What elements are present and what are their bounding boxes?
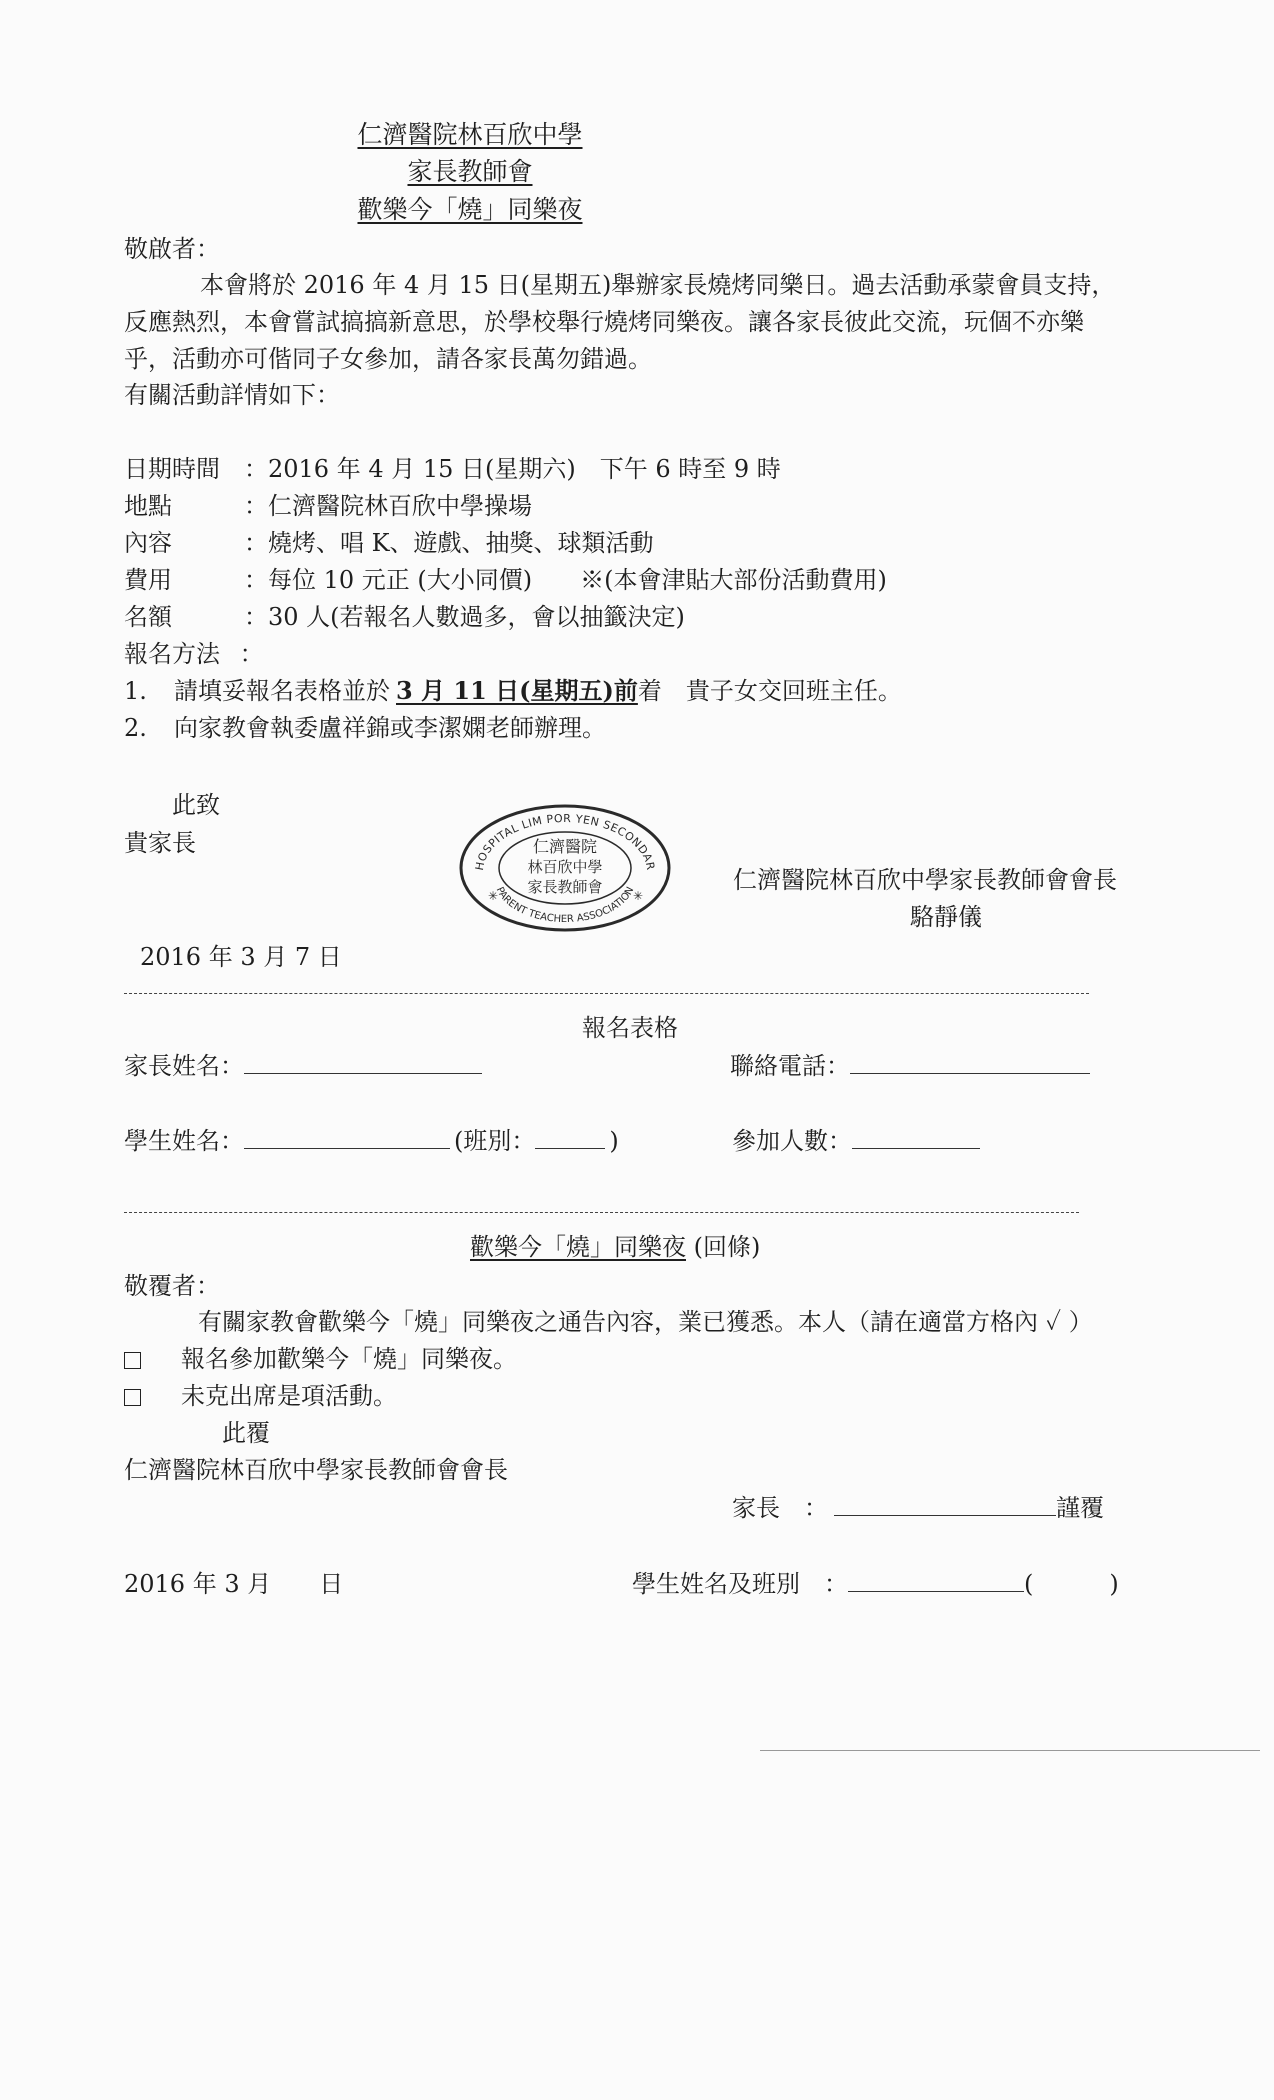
item-text: 向家教會執委盧祥錦或李潔嫻老師辦理。 [174,714,606,742]
detail-label: 內容 [124,529,172,557]
greeting: 敬啟者： [124,235,220,263]
detail-label: 日期時間 [124,455,220,483]
parent-name-field[interactable] [244,1051,482,1074]
detail-label: 名額 [124,603,172,631]
registration-item-1 [124,674,902,708]
detail-row-fee [124,563,887,597]
registration-colon: ： [239,640,264,668]
seal-zh-line-3: 家長教師會 [527,878,603,896]
reply-ci-fu: 此覆 [222,1419,270,1447]
class-field[interactable] [535,1126,605,1149]
reply-statement: 有關家教會歡樂今「燒」同樂夜之通告內容，業已獲悉。本人（請在適當方格內 ✓ ） [198,1308,1093,1336]
deadline-date: 3 月 11 日(星期五)前 [396,676,638,705]
registration-heading [124,637,264,671]
class-label: (班別： [454,1127,536,1155]
detail-row-quota [124,600,685,634]
parent-sign-row [732,1491,1104,1525]
attendees-label: 參加人數： [732,1127,852,1155]
jin-fu: 謹覆 [1056,1494,1104,1522]
detail-value: ：2016 年 4 月 15 日(星期六) 下午 6 時至 9 時 [244,455,781,483]
seal-star-icon: ✳ [633,889,644,903]
detail-value: ：燒烤、唱 K、遊戲、抽獎、球類活動 [244,529,654,557]
detail-value: ：仁濟醫院林百欣中學操場 [244,492,532,520]
student-class-name-field[interactable] [848,1569,1024,1592]
registration-label: 報名方法 [124,640,220,668]
paragraph-line-1: 本會將於 2016 年 4 月 15 日(星期五)舉辦家長燒烤同樂日。過去活動承蒙會員支持， [200,271,1116,299]
detail-row-datetime [124,452,781,486]
seal-star-icon: ✳ [488,889,499,903]
reply-option-2[interactable] [124,1379,397,1413]
attendees-field[interactable] [852,1126,980,1149]
tear-line [124,1212,1079,1213]
tear-line [124,993,1089,994]
option-checkbox[interactable] [124,1389,141,1406]
reply-title-row [470,1230,760,1264]
seal-zh-line-2: 林百欣中學 [527,858,603,876]
reply-date: 2016 年 3 月 日 [124,1570,344,1598]
student-name-field[interactable] [244,1126,450,1149]
scan-edge-line [760,1750,1260,1751]
student-name-row [124,1124,619,1158]
closing-recipient: 貴家長 [124,829,196,857]
school-title: 仁濟醫院林百欣中學 [357,120,583,149]
phone-field[interactable] [850,1051,1090,1074]
item-number: 2. [124,714,147,742]
option-label: 報名參加歡樂今「燒」同樂夜。 [181,1345,517,1373]
phone-label: 聯絡電話： [730,1052,850,1080]
seal-graphic [455,800,675,935]
closing-ci-zhi: 此致 [172,791,220,819]
details-intro: 有關活動詳情如下： [124,381,340,409]
parent-sign-label: 家長 ： [732,1494,828,1522]
paragraph-line-3: 乎，活動亦可偕同子女參加，請各家長萬勿錯過。 [124,345,652,373]
seal-zh-line-1: 仁濟醫院 [532,837,598,856]
student-class-label: 學生姓名及班別 ： [632,1570,848,1598]
registration-item-2 [124,711,606,745]
detail-row-venue [124,489,532,523]
detail-value: ：30 人(若報名人數過多，會以抽籤決定) [244,603,685,631]
class-close: ) [609,1127,619,1155]
student-name-label: 學生姓名： [124,1127,244,1155]
detail-label: 地點 [124,492,172,520]
student-class-row [632,1567,1119,1601]
paren-open: ( [1024,1570,1034,1598]
reply-title: 歡樂今「燒」同樂夜 [470,1233,686,1261]
option-checkbox[interactable] [124,1352,141,1369]
letter-date: 2016 年 3 月 7 日 [140,943,342,971]
reply-title-suffix: (回條) [693,1233,761,1261]
paragraph-line-2: 反應熱烈，本會嘗試搞搞新意思，於學校舉行燒烤同樂夜。讓各家長彼此交流，玩個不亦樂 [124,308,1084,336]
parent-name-row [124,1049,482,1083]
item-text-pre: 請填妥報名表格並於 [174,677,390,705]
item-text-post: 着 貴子女交回班主任。 [637,677,902,705]
detail-value: ：每位 10 元正 (大小同價) ※(本會津貼大部份活動費用) [244,566,887,594]
item-number: 1. [124,677,147,705]
seal-text-bottom: PARENT TEACHER ASSOCIATION [493,885,637,926]
association-seal [455,800,675,935]
signer-title: 仁濟醫院林百欣中學家長教師會會長 [733,866,1117,894]
reply-option-1[interactable] [124,1342,517,1376]
seal-text-top: HOSPITAL LIM POR YEN SECONDAR [472,811,657,872]
reply-addressee: 仁濟醫院林百欣中學家長教師會會長 [124,1456,508,1484]
detail-row-content [124,526,654,560]
detail-label: 費用 [124,566,172,594]
event-title: 歡樂今「燒」同樂夜 [357,195,583,224]
reply-greeting: 敬覆者： [124,1272,220,1300]
signer-name: 駱靜儀 [910,903,982,931]
option-label: 未克出席是項活動。 [181,1382,397,1410]
form-title: 報名表格 [582,1014,678,1042]
phone-row [730,1049,1090,1083]
association-title: 家長教師會 [407,157,533,186]
attendees-row [732,1124,980,1158]
paren-close: ) [1109,1570,1119,1598]
parent-sign-field[interactable] [834,1493,1056,1516]
parent-name-label: 家長姓名： [124,1052,244,1080]
